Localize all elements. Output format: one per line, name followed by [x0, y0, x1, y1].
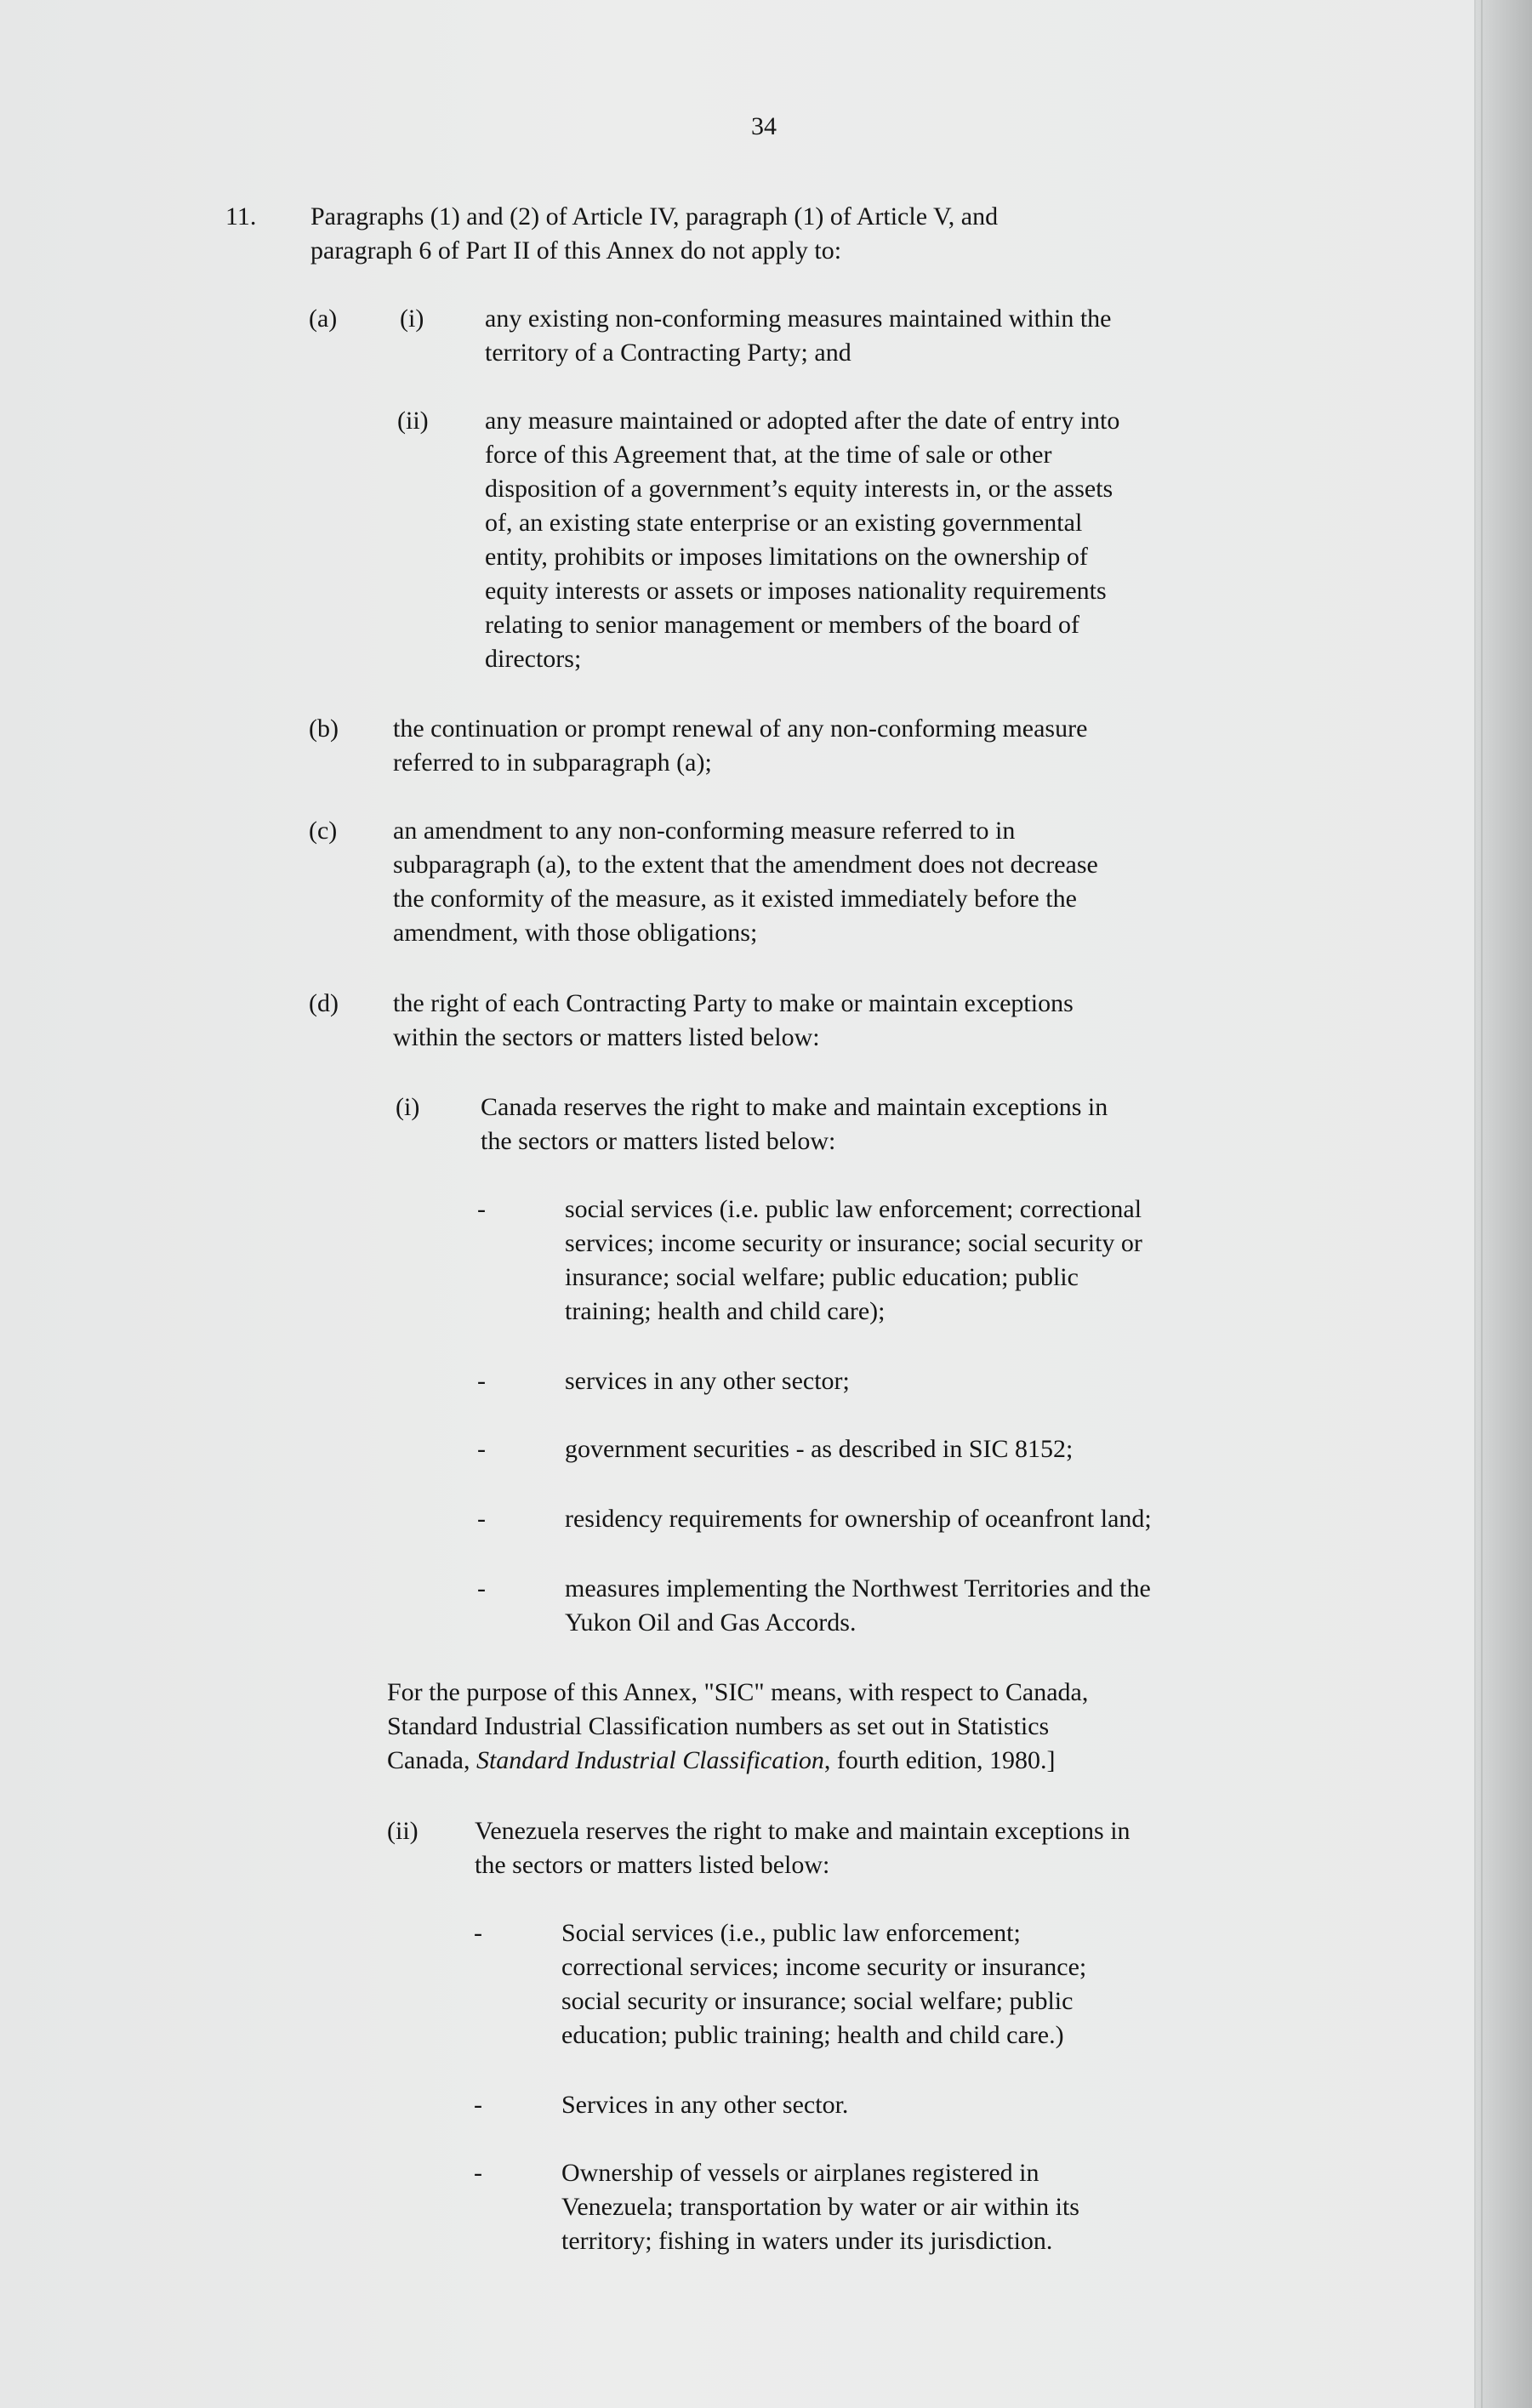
bullet-dash: - — [477, 1435, 486, 1463]
text-line: insurance; social welfare; public education; public — [565, 1263, 1079, 1291]
text-line: Venezuela reserves the right to make and maintain exceptions in — [475, 1817, 1130, 1845]
item-label-d-ii: (ii) — [387, 1817, 419, 1845]
text-line: directors; — [485, 645, 582, 673]
text-line: territory of a Contracting Party; and — [485, 339, 851, 367]
bullet-dash: - — [474, 1919, 482, 1947]
text-line: services; income security or insurance; social security or — [565, 1229, 1142, 1257]
text-line: subparagraph (a), to the extent that the amendment does not decrease — [393, 851, 1098, 879]
text-line: paragraph 6 of Part II of this Annex do not apply to: — [310, 236, 842, 265]
text-line — [387, 1744, 1088, 1778]
text-line: territory; fishing in waters under its jurisdiction. — [561, 2227, 1053, 2255]
text-line: force of this Agreement that, at the time of sale or other — [485, 441, 1052, 469]
text-line: social services (i.e. public law enforcement; correctional — [565, 1195, 1142, 1223]
publication-title: Standard Industrial Classification — [476, 1746, 824, 1774]
bullet-dash: - — [474, 2091, 482, 2119]
item-label-d-i: (i) — [396, 1093, 420, 1121]
canada-item-securities — [565, 1432, 1073, 1466]
bullet-dash: - — [477, 1367, 486, 1395]
bullet-dash: - — [474, 2159, 482, 2187]
page-edge-line — [1481, 0, 1483, 2408]
text-line: correctional services; income security or insurance; — [561, 1953, 1087, 1981]
text-line: Services in any other sector. — [561, 2091, 849, 2119]
bullet-dash: - — [477, 1195, 486, 1223]
text-line: Paragraphs (1) and (2) of Article IV, paragraph (1) of Article V, and — [310, 202, 999, 231]
text-line: Canada reserves the right to make and maintain exceptions in — [481, 1093, 1108, 1121]
text-line: education; public training; health and child care.) — [561, 2021, 1064, 2049]
canada-item-social-services — [565, 1193, 1142, 1329]
text-line: government securities - as described in SIC 8152; — [565, 1435, 1074, 1463]
text-line: equity interests or assets or imposes nationality requirements — [485, 577, 1107, 605]
venezuela-item-vessels — [561, 2156, 1079, 2258]
item-label-a: (a) — [309, 305, 338, 333]
paragraph-number: 11. — [225, 202, 257, 231]
venezuela-item-other-sector — [561, 2088, 848, 2122]
text-line: an amendment to any non-conforming measure referred to in — [393, 817, 1016, 845]
bullet-dash: - — [477, 1574, 486, 1602]
canada-reservation-text — [481, 1090, 1108, 1158]
text-line: relating to senior management or members of the board of — [485, 611, 1079, 639]
text-line: of, an existing state enterprise or an existing governmental — [485, 509, 1083, 537]
item-d-text — [393, 987, 1074, 1055]
item-label-d: (d) — [309, 989, 339, 1017]
text-line: Venezuela; transportation by water or air within its — [561, 2193, 1079, 2221]
item-label-b: (b) — [309, 714, 339, 743]
text-line: training; health and child care); — [565, 1297, 886, 1325]
text-line: amendment, with those obligations; — [393, 919, 758, 947]
text-line: the conformity of the measure, as it existed immediately before the — [393, 885, 1077, 913]
text-line: Standard Industrial Classification numbers as set out in Statistics — [387, 1712, 1050, 1740]
text-line: the sectors or matters listed below: — [481, 1127, 836, 1155]
text-line: any measure maintained or adopted after the date of entry into — [485, 407, 1120, 435]
venezuela-item-social-services — [561, 1916, 1086, 2052]
text-line: social security or insurance; social welfare; public — [561, 1987, 1074, 2015]
canada-item-other-sector — [565, 1364, 850, 1398]
page-edge-shadow — [1474, 0, 1532, 2408]
page-number: 34 — [751, 112, 777, 140]
canada-item-residency — [565, 1502, 1152, 1536]
text-line: residency requirements for ownership of oceanfront land; — [565, 1505, 1152, 1533]
text-span: , fourth edition, 1980.] — [823, 1746, 1056, 1774]
item-label-a-ii: (ii) — [397, 407, 429, 435]
text-line: entity, prohibits or imposes limitations on the ownership of — [485, 543, 1088, 571]
item-a-i-text — [485, 302, 1112, 370]
text-line: referred to in subparagraph (a); — [393, 749, 712, 777]
item-label-a-i: (i) — [400, 305, 424, 333]
paragraph-11-text — [310, 200, 998, 268]
text-line: the right of each Contracting Party to make or maintain exceptions — [393, 989, 1074, 1017]
text-line: services in any other sector; — [565, 1367, 850, 1395]
text-line: any existing non-conforming measures maintained within the — [485, 305, 1112, 333]
sic-definition-note — [387, 1676, 1088, 1778]
text-line: Social services (i.e., public law enforcement; — [561, 1919, 1021, 1947]
text-line: For the purpose of this Annex, "SIC" means, with respect to Canada, — [387, 1678, 1089, 1706]
canada-item-accords — [565, 1572, 1151, 1640]
item-a-ii-text — [485, 404, 1119, 676]
item-c-text — [393, 814, 1098, 950]
text-line: Yukon Oil and Gas Accords. — [565, 1608, 857, 1637]
item-b-text — [393, 712, 1087, 780]
text-line: measures implementing the Northwest Territories and the — [565, 1574, 1151, 1602]
text-line: the sectors or matters listed below: — [475, 1851, 830, 1879]
text-line: disposition of a government’s equity interests in, or the assets — [485, 475, 1113, 503]
text-line: the continuation or prompt renewal of any non-conforming measure — [393, 714, 1088, 743]
venezuela-reservation-text — [475, 1814, 1130, 1882]
text-line: within the sectors or matters listed below: — [393, 1023, 820, 1051]
item-label-c: (c) — [309, 817, 338, 845]
text-line: Ownership of vessels or airplanes registered in — [561, 2159, 1039, 2187]
bullet-dash: - — [477, 1505, 486, 1533]
text-span: Canada, — [387, 1746, 476, 1774]
